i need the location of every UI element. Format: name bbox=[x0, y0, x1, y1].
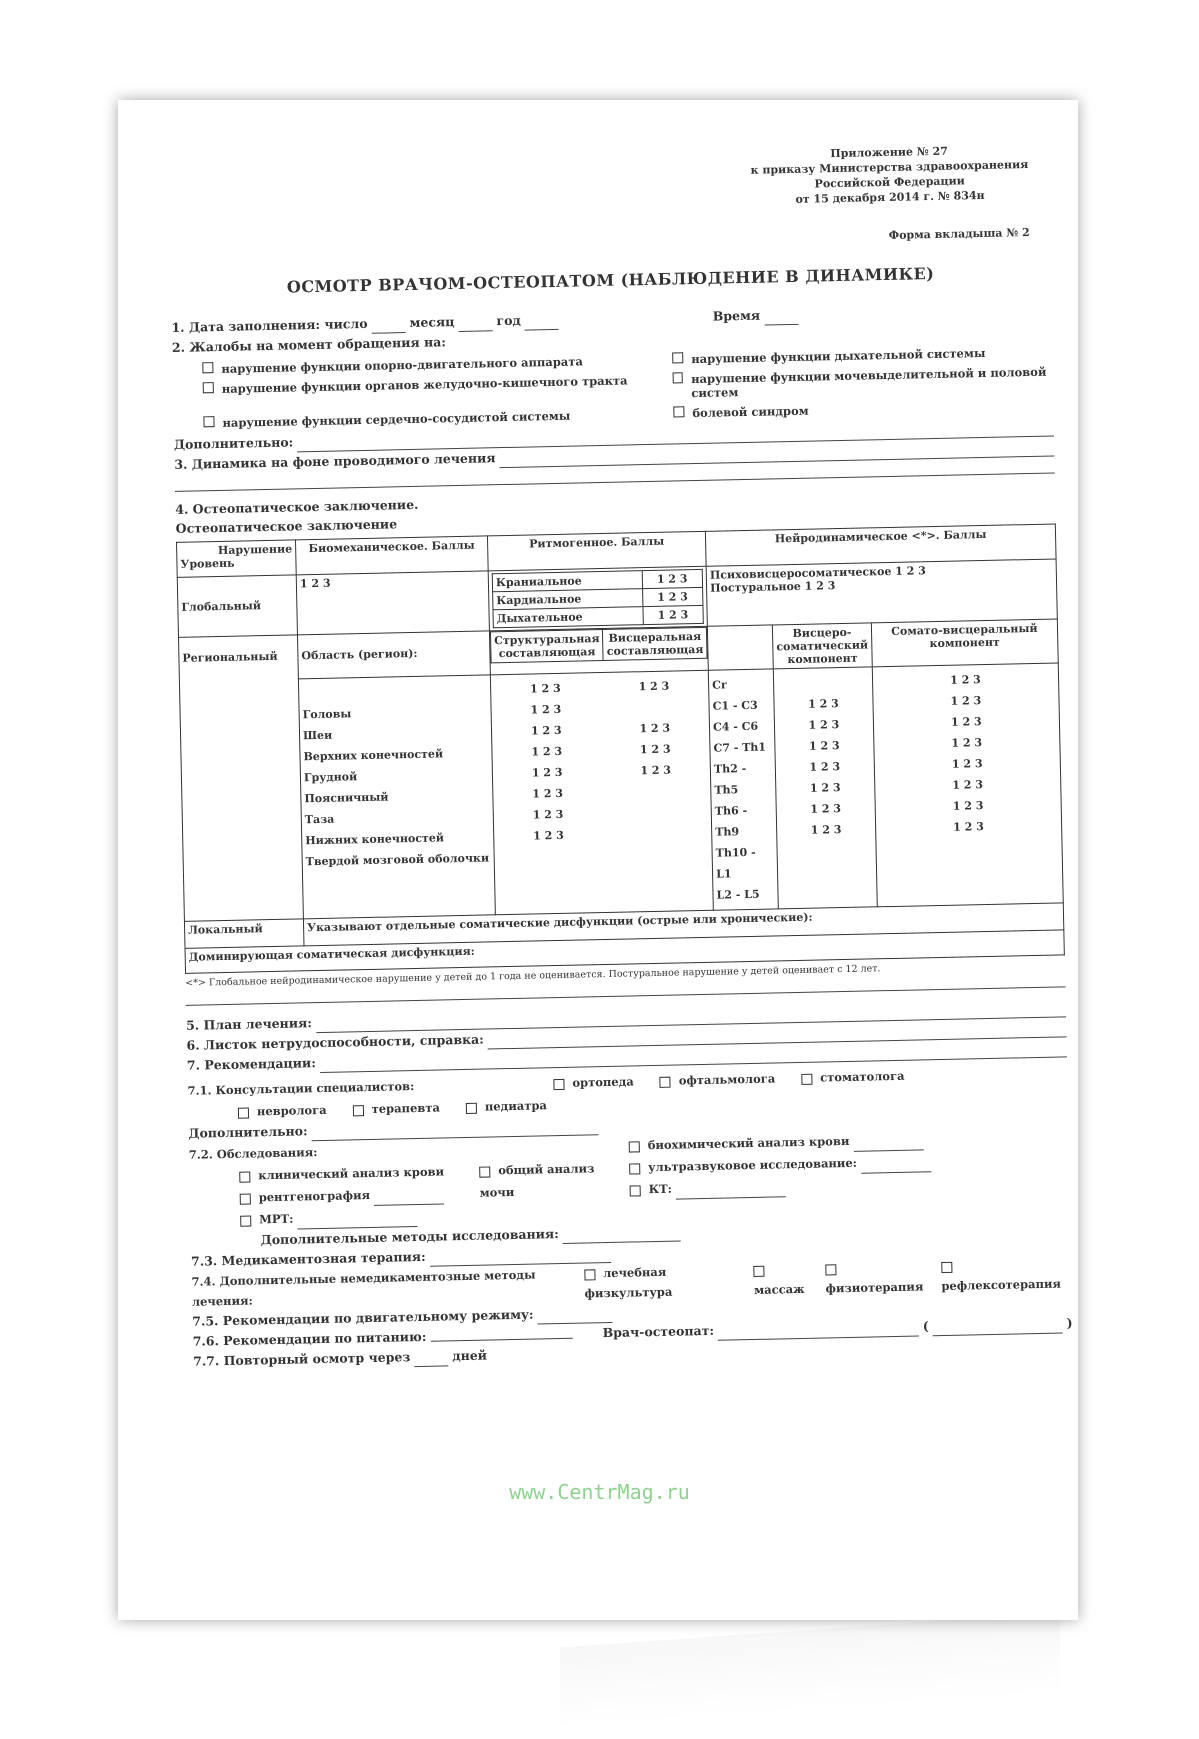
plan-label: 5. План лечения: bbox=[185, 1015, 313, 1033]
spine-segment: Th6 - Th9 bbox=[714, 804, 748, 839]
exam-text: общий анализ мочи bbox=[479, 1161, 595, 1200]
doctor-name-field[interactable] bbox=[933, 1320, 1063, 1337]
region-item: Грудной bbox=[303, 770, 358, 785]
spine-segment: C7 - Th1 bbox=[713, 740, 767, 755]
doctor-name-close: ) bbox=[1066, 1315, 1073, 1331]
rhythm-list bbox=[492, 569, 704, 628]
consult-text: ортопеда bbox=[572, 1074, 634, 1090]
checkbox-icon[interactable] bbox=[466, 1102, 477, 1113]
structural-score: 1 2 3 bbox=[529, 681, 561, 696]
conclusion-section: 4. Остеопатическое заключение. bbox=[175, 496, 419, 517]
exam-field[interactable] bbox=[861, 1158, 931, 1173]
global-neuro-cell bbox=[706, 559, 1057, 626]
sv-score: 1 2 3 bbox=[950, 715, 982, 729]
structural-score: 1 2 3 bbox=[533, 828, 564, 843]
spine-segment: Th2 - Th5 bbox=[713, 762, 747, 797]
consult-item[interactable] bbox=[801, 1065, 905, 1089]
complaints-grid bbox=[202, 345, 1053, 431]
annex-line: к приказу Министерства здравоохранения bbox=[750, 157, 1029, 177]
checkbox-icon[interactable] bbox=[673, 372, 684, 383]
complaint-text: болевой синдром bbox=[692, 403, 809, 421]
component-headers bbox=[489, 626, 708, 675]
consult-text: невролога bbox=[256, 1102, 327, 1119]
scale-value: 1 2 3 bbox=[642, 587, 703, 606]
footnote: <*> Глобальное нейродинамическое нарушение у детей до 1 года не оценивается. Постуральное нарушение у детей оценивает с 12 лет. bbox=[185, 963, 881, 989]
checkbox-icon[interactable] bbox=[660, 1076, 671, 1087]
checkbox-icon[interactable] bbox=[754, 1265, 765, 1276]
spine-segment: Th10 - L1 bbox=[715, 845, 756, 881]
complaint-item[interactable] bbox=[203, 372, 673, 410]
nutrition-field[interactable] bbox=[430, 1324, 573, 1342]
spine-segment: C4 - C6 bbox=[712, 719, 759, 734]
region-item: Твердой мозговой оболочки bbox=[305, 851, 490, 869]
year-label: год bbox=[496, 312, 521, 329]
region-item: Нижних конечностей bbox=[305, 831, 445, 848]
doctor-name-open: ( bbox=[922, 1318, 929, 1334]
checkbox-icon[interactable] bbox=[353, 1105, 364, 1116]
vs-score: 1 2 3 bbox=[809, 760, 841, 774]
complaint-item[interactable] bbox=[672, 344, 1072, 366]
vs-score: 1 2 3 bbox=[810, 823, 842, 837]
consult-item[interactable] bbox=[466, 1094, 547, 1118]
consult-text: стоматолога bbox=[820, 1068, 905, 1085]
region-scores bbox=[491, 671, 712, 852]
complaint-text: нарушение функции органов желудочно-кишечного тракта bbox=[221, 373, 628, 396]
exams-middle bbox=[479, 1135, 631, 1226]
region-scores-cell bbox=[490, 670, 713, 915]
consult-item[interactable] bbox=[238, 1099, 327, 1123]
visceral-score: 1 2 3 bbox=[640, 763, 672, 778]
rhythm-item: Дыхательное bbox=[493, 607, 643, 628]
nondrug-text: физиотерапия bbox=[825, 1279, 924, 1296]
form-body bbox=[171, 300, 1073, 1372]
sv-scores bbox=[873, 663, 1062, 843]
sv-scores-cell bbox=[872, 663, 1063, 907]
sv-score: 1 2 3 bbox=[950, 673, 981, 687]
region-list bbox=[299, 675, 494, 876]
vs-score bbox=[774, 671, 872, 694]
local-label: Локальный bbox=[184, 919, 304, 948]
complaint-text: нарушение функции мочевыделительной и половой систем bbox=[691, 364, 1047, 401]
structural-score: 1 2 3 bbox=[531, 765, 563, 780]
consult-text: терапевта bbox=[371, 1100, 441, 1116]
nondrug-text: лечебная физкультура bbox=[584, 1264, 673, 1301]
nondrug-text: рефлексотерапия bbox=[941, 1276, 1062, 1294]
visceral-score bbox=[602, 801, 711, 824]
exam-field[interactable] bbox=[853, 1136, 923, 1151]
visceral-score: 1 2 3 bbox=[639, 742, 671, 757]
spine-segment: C1 - C3 bbox=[712, 698, 758, 713]
exam-text: ультразвуковое исследование: bbox=[648, 1155, 858, 1175]
date-label: 1. Дата заполнения: число bbox=[171, 315, 368, 335]
nondrug-text: массаж bbox=[754, 1281, 805, 1297]
region-item: Поясничный bbox=[304, 790, 389, 806]
sv-score: 1 2 3 bbox=[952, 778, 984, 792]
structural-header: Структуральная составляющая bbox=[490, 629, 603, 662]
neuro-item: Психовисцеросоматическое 1 2 3 bbox=[709, 564, 926, 582]
exam-text: клинический анализ крови bbox=[258, 1164, 445, 1183]
rhythm-item: Кардиальное bbox=[493, 589, 643, 610]
exams-label: 7.2. Обследования: bbox=[188, 1145, 318, 1162]
vs-score: 1 2 3 bbox=[809, 781, 841, 795]
page-title: ОСМОТР ВРАЧОМ-ОСТЕОПАТОМ (НАБЛЮДЕНИЕ В ДИНАМИКЕ) bbox=[286, 263, 935, 297]
scale-value: 1 2 3 bbox=[642, 605, 703, 624]
structural-score: 1 2 3 bbox=[530, 702, 562, 717]
scale-value: 1 2 3 bbox=[642, 569, 703, 588]
complaints-label: 2. Жалобы на момент обращения на: bbox=[171, 334, 447, 355]
vs-score: 1 2 3 bbox=[808, 697, 839, 711]
checkbox-icon[interactable] bbox=[239, 1171, 250, 1182]
visceral-score: 1 2 3 bbox=[638, 679, 670, 694]
checkbox-icon[interactable] bbox=[672, 352, 683, 363]
exam-text: рентгенография bbox=[258, 1187, 371, 1205]
nondrug-item[interactable] bbox=[584, 1260, 748, 1303]
exams-additional-label: Дополнительные методы исследования: bbox=[260, 1226, 559, 1248]
region-item: Верхних конечностей bbox=[303, 747, 444, 764]
visceral-score bbox=[602, 780, 711, 803]
corner-bottom: Уровень bbox=[180, 556, 235, 571]
exams-additional-field[interactable] bbox=[563, 1227, 681, 1244]
checkbox-icon[interactable] bbox=[941, 1261, 952, 1272]
consult-item[interactable] bbox=[352, 1097, 440, 1121]
checkbox-icon[interactable] bbox=[553, 1078, 564, 1089]
sv-score: 1 2 3 bbox=[951, 736, 983, 750]
local-text: Указывают отдельные соматические дисфункции (острые или хронические): bbox=[303, 903, 1063, 946]
vs-score: 1 2 3 bbox=[810, 802, 842, 816]
checkbox-icon[interactable] bbox=[673, 406, 684, 417]
month-label: месяц bbox=[409, 314, 455, 330]
region-item: Шеи bbox=[302, 728, 333, 743]
component-header-row bbox=[490, 627, 708, 664]
form-number: Форма вкладыша № 2 bbox=[888, 225, 1030, 242]
complaint-text: нарушение функции опорно-двигательного аппарата bbox=[221, 354, 584, 376]
nondrug-item[interactable] bbox=[754, 1259, 820, 1300]
region-score-row bbox=[494, 822, 711, 848]
complaint-item[interactable] bbox=[673, 364, 1073, 400]
vs-scores-cell bbox=[773, 667, 877, 909]
sv-score: 1 2 3 bbox=[952, 799, 984, 813]
checkbox-icon[interactable] bbox=[238, 1107, 249, 1118]
spine-header-cell bbox=[707, 625, 773, 670]
sv-score: 1 2 3 bbox=[951, 757, 983, 771]
complaint-text: нарушение функции дыхательной системы bbox=[691, 345, 986, 367]
motor-field[interactable] bbox=[537, 1308, 612, 1325]
visceral-score bbox=[600, 696, 709, 719]
checkbox-icon[interactable] bbox=[629, 1163, 640, 1174]
structural-score: 1 2 3 bbox=[531, 744, 563, 759]
consult-label: 7.1. Консультации специалистов: bbox=[187, 1079, 415, 1098]
doctor-label: Врач-остеопат: bbox=[602, 1322, 715, 1341]
exams-right bbox=[629, 1125, 1071, 1222]
exam-item[interactable] bbox=[479, 1157, 630, 1204]
nondrug-item[interactable] bbox=[941, 1253, 1072, 1296]
region-header: Область (регион): bbox=[297, 631, 490, 679]
spine-list bbox=[709, 669, 778, 909]
year-field[interactable] bbox=[525, 316, 559, 331]
complaint-text: нарушение функции сердечно-сосудистой системы bbox=[222, 408, 571, 430]
checkbox-icon[interactable] bbox=[240, 1193, 251, 1204]
checkbox-icon[interactable] bbox=[801, 1073, 812, 1084]
dominant-row: Доминирующая соматическая дисфункция: bbox=[185, 930, 1064, 973]
annex-line: от 15 декабря 2014 г. № 834н bbox=[795, 188, 985, 206]
watermark: www.CentrMag.ru bbox=[509, 1480, 690, 1504]
exam-text: КТ: bbox=[648, 1181, 673, 1197]
exam-text: МРТ: bbox=[259, 1211, 294, 1227]
repeat-field[interactable] bbox=[414, 1352, 448, 1367]
checkbox-icon[interactable] bbox=[240, 1215, 251, 1226]
sick-leave-label: 6. Листок нетрудоспособности, справка: bbox=[186, 1031, 484, 1053]
neuro-item: Постуральное 1 2 3 bbox=[710, 579, 836, 595]
recommendations-label: 7. Рекомендации: bbox=[186, 1055, 316, 1073]
rhythm-item: Краниальное bbox=[492, 571, 642, 592]
regional-label: Региональный bbox=[178, 635, 303, 921]
checkbox-icon[interactable] bbox=[630, 1185, 641, 1196]
exam-field[interactable] bbox=[676, 1183, 786, 1199]
time-label: Время bbox=[712, 307, 761, 324]
region-item: Головы bbox=[302, 707, 352, 722]
consult-additional-label: Дополнительно: bbox=[188, 1123, 308, 1141]
spine-segment: L2 - L5 bbox=[716, 887, 760, 902]
document-sheet bbox=[118, 100, 1078, 1620]
vs-score: 1 2 3 bbox=[808, 718, 840, 732]
vs-score: 1 2 3 bbox=[808, 739, 840, 753]
structural-score: 1 2 3 bbox=[532, 786, 564, 801]
checkbox-icon[interactable] bbox=[584, 1269, 595, 1280]
checkbox-icon[interactable] bbox=[202, 362, 213, 373]
structural-score: 1 2 3 bbox=[530, 723, 562, 738]
exams-left bbox=[189, 1138, 481, 1232]
global-bio-scale: 1 2 3 bbox=[296, 571, 489, 635]
vs-scores bbox=[774, 667, 875, 845]
visceral-header: Висцеральная составляющая bbox=[603, 627, 707, 660]
consult-text: педиатра bbox=[484, 1098, 547, 1114]
conclusion-caption: Остеопатическое заключение bbox=[175, 516, 398, 536]
structural-score: 1 2 3 bbox=[532, 807, 564, 822]
sv-score: 1 2 3 bbox=[953, 820, 984, 834]
complaint-item[interactable] bbox=[202, 352, 672, 376]
checkbox-icon[interactable] bbox=[203, 416, 214, 427]
checkbox-icon[interactable] bbox=[479, 1166, 490, 1177]
region-list-cell bbox=[298, 675, 495, 919]
col-rhythm: Ритмогенное. Баллы bbox=[487, 531, 706, 571]
vs-header: Висцеро-соматический компонент bbox=[772, 623, 872, 669]
sv-score: 1 2 3 bbox=[950, 694, 982, 708]
conclusion-table bbox=[176, 523, 1065, 973]
time-field[interactable] bbox=[764, 311, 798, 326]
annex-block bbox=[750, 142, 1029, 208]
page-reflection bbox=[560, 1613, 1060, 1728]
col-neuro: Нейродинамическое <*>. Баллы bbox=[705, 524, 1056, 566]
nondrug-item[interactable] bbox=[825, 1256, 936, 1298]
corner-cell bbox=[177, 540, 297, 577]
consult-text: офтальмолога bbox=[678, 1071, 776, 1088]
checkbox-icon[interactable] bbox=[825, 1264, 836, 1275]
corner-top: Нарушение bbox=[217, 542, 293, 558]
spine-cell bbox=[708, 669, 778, 910]
consult-item[interactable] bbox=[660, 1067, 776, 1091]
visceral-score bbox=[603, 822, 712, 845]
region-item: Таза bbox=[304, 812, 335, 827]
motor-label: 7.5. Рекомендации по двигательному режиму: bbox=[192, 1306, 534, 1329]
additional-label: Дополнительно: bbox=[173, 434, 294, 452]
annex-line: Российской Федерации bbox=[814, 174, 966, 191]
global-rhythm-cell bbox=[488, 566, 707, 631]
checkbox-icon[interactable] bbox=[629, 1141, 640, 1152]
repeat-label: 7.7. Повторный осмотр через bbox=[193, 1349, 411, 1369]
sv-header: Сомато-висцеральный компонент bbox=[871, 619, 1058, 667]
visceral-score: 1 2 3 bbox=[639, 721, 671, 736]
day-field[interactable] bbox=[371, 319, 405, 334]
month-field[interactable] bbox=[458, 317, 492, 332]
spine-segment: Cr bbox=[712, 678, 727, 692]
consult-item[interactable] bbox=[553, 1070, 634, 1094]
annex-line: Приложение № 27 bbox=[830, 144, 949, 161]
exam-text: биохимический анализ крови bbox=[647, 1133, 850, 1153]
therapy-label: 7.3. Медикаментозная терапия: bbox=[190, 1248, 426, 1269]
nutrition-label: 7.6. Рекомендации по питанию: bbox=[192, 1328, 427, 1349]
nondrug-label: 7.4. Дополнительные немедикаментозные методы лечения: bbox=[191, 1267, 536, 1309]
repeat-unit: дней bbox=[452, 1347, 488, 1364]
checkbox-icon[interactable] bbox=[203, 382, 214, 393]
col-bio: Биомеханическое. Баллы bbox=[295, 536, 488, 575]
dynamics-label: 3. Динамика на фоне проводимого лечения bbox=[174, 450, 496, 472]
form-page bbox=[168, 142, 1073, 1369]
exams-block bbox=[189, 1125, 1071, 1231]
exam-field[interactable] bbox=[374, 1190, 444, 1205]
global-label: Глобальный bbox=[177, 575, 297, 637]
